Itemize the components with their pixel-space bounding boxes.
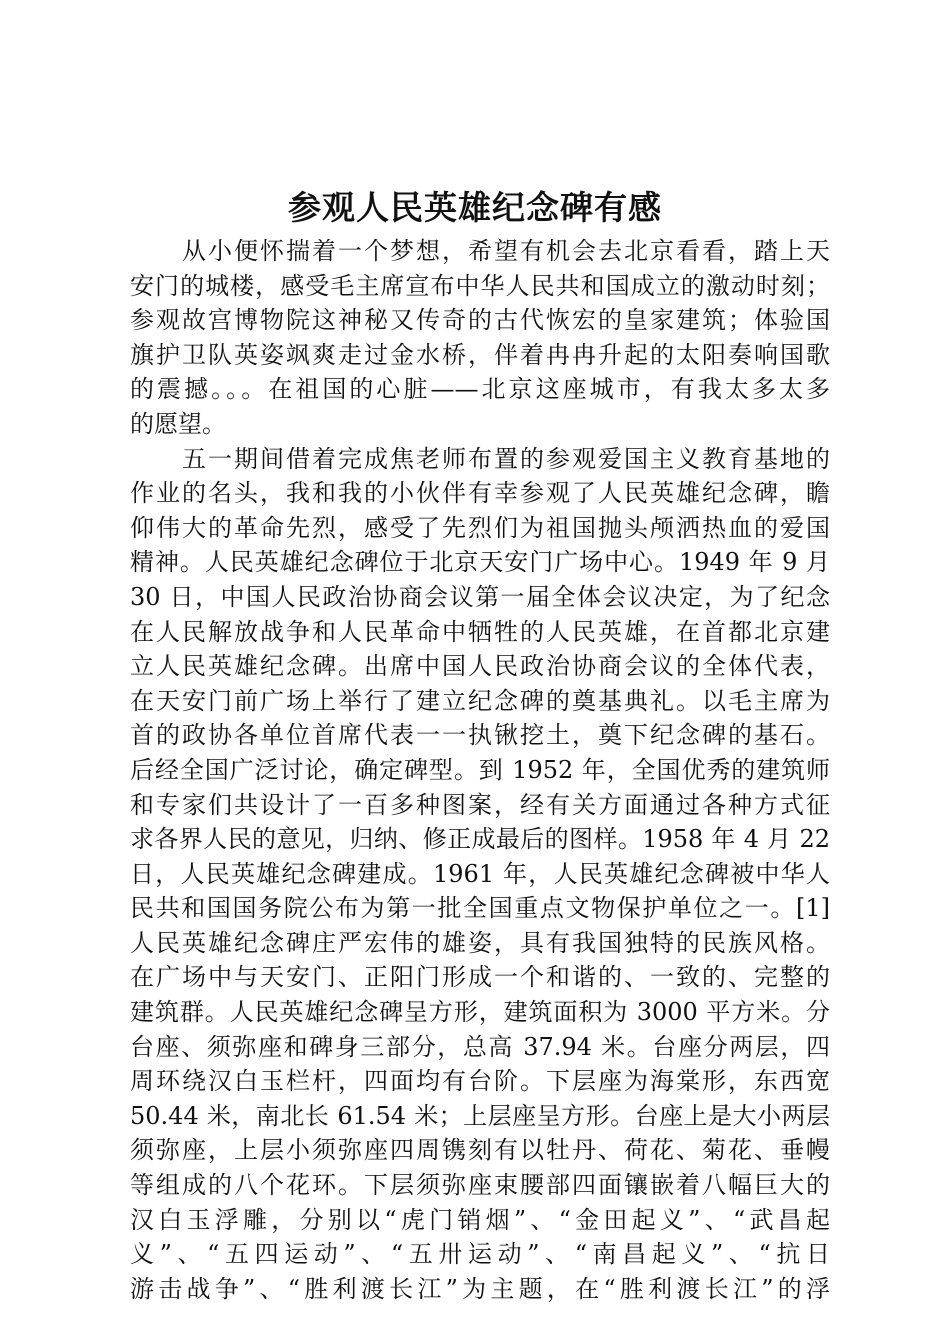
body-line: 人民英雄纪念碑庄严宏伟的雄姿，具有我国独特的民族风格。: [130, 928, 830, 957]
body-line: 的愿望。: [130, 409, 226, 438]
body-line: 的震撼。。。在祖国的心脏——北京这座城市，有我太多太多: [130, 375, 830, 404]
body-line: 建筑群。人民英雄纪念碑呈方形，建筑面积为 3000 平方米。分: [130, 998, 830, 1027]
body-line: 50.44 米，南北长 61.54 米；上层座呈方形。台座上是大小两层: [130, 1101, 830, 1130]
body-line: 和专家们共设计了一百多种图案，经有关方面通过各种方式征: [130, 790, 830, 819]
body-line: 日，人民英雄纪念碑建成。1961 年，人民英雄纪念碑被中华人: [130, 859, 830, 888]
body-line: 精神。人民英雄纪念碑位于北京天安门广场中心。1949 年 9 月: [130, 548, 830, 577]
body-line: 求各界人民的意见，归纳、修正成最后的图样。1958 年 4 月 22: [130, 825, 830, 854]
body-line: 台座、须弥座和碑身三部分，总高 37.94 米。台座分两层，四: [130, 1032, 830, 1061]
body-line: 作业的名头，我和我的小伙伴有幸参观了人民英雄纪念碑，瞻: [130, 479, 830, 508]
body-line: 义”、“五四运动”、“五卅运动”、“南昌起义”、“抗日: [130, 1240, 830, 1269]
body-line: 五一期间借着完成焦老师布置的参观爱国主义教育基地的: [130, 444, 830, 473]
body-line: 在广场中与天安门、正阳门形成一个和谐的、一致的、完整的: [130, 963, 830, 992]
body-line: 立人民英雄纪念碑。出席中国人民政治协商会议的全体代表，: [130, 652, 830, 681]
document-body: [130, 234, 830, 1306]
body-line: 首的政协各单位首席代表一一执锹挖土，奠下纪念碑的基石。: [130, 721, 830, 750]
body-line: 在人民解放战争和人民革命中牺牲的人民英雄，在首都北京建: [130, 617, 830, 646]
body-line: 须弥座，上层小须弥座四周镌刻有以牡丹、荷花、菊花、垂幔: [130, 1136, 830, 1165]
body-line: 参观故宫博物院这神秘又传奇的古代恢宏的皇家建筑；体验国: [130, 306, 830, 335]
body-line: 在天安门前广场上举行了建立纪念碑的奠基典礼。以毛主席为: [130, 686, 830, 715]
body-line: 等组成的八个花环。下层须弥座束腰部四面镶嵌着八幅巨大的: [130, 1171, 830, 1200]
body-line: 汉白玉浮雕，分别以“虎门销烟”、“金田起义”、“武昌起: [130, 1205, 830, 1234]
document-title: 参观人民英雄纪念碑有感: [288, 188, 662, 227]
body-line: 仰伟大的革命先烈，感受了先烈们为祖国抛头颅洒热血的爱国: [130, 513, 830, 542]
body-line: 后经全国广泛讨论，确定碑型。到 1952 年，全国优秀的建筑师: [130, 755, 830, 784]
body-line: 安门的城楼，感受毛主席宣布中华人民共和国成立的激动时刻；: [130, 271, 830, 300]
body-line: 周环绕汉白玉栏杆，四面均有台阶。下层座为海棠形，东西宽: [130, 1067, 830, 1096]
body-line: 从小便怀揣着一个梦想，希望有机会去北京看看，踏上天: [130, 237, 830, 265]
body-line: 民共和国国务院公布为第一批全国重点文物保护单位之一。[1]: [130, 894, 830, 923]
body-line: 旗护卫队英姿飒爽走过金水桥，伴着冉冉升起的太阳奏响国歌: [130, 340, 830, 369]
body-line: 30 日，中国人民政治协商会议第一届全体会议决定，为了纪念: [130, 582, 830, 611]
body-line: 游击战争”、“胜利渡长江”为主题，在“胜利渡长江”的浮: [130, 1274, 830, 1303]
